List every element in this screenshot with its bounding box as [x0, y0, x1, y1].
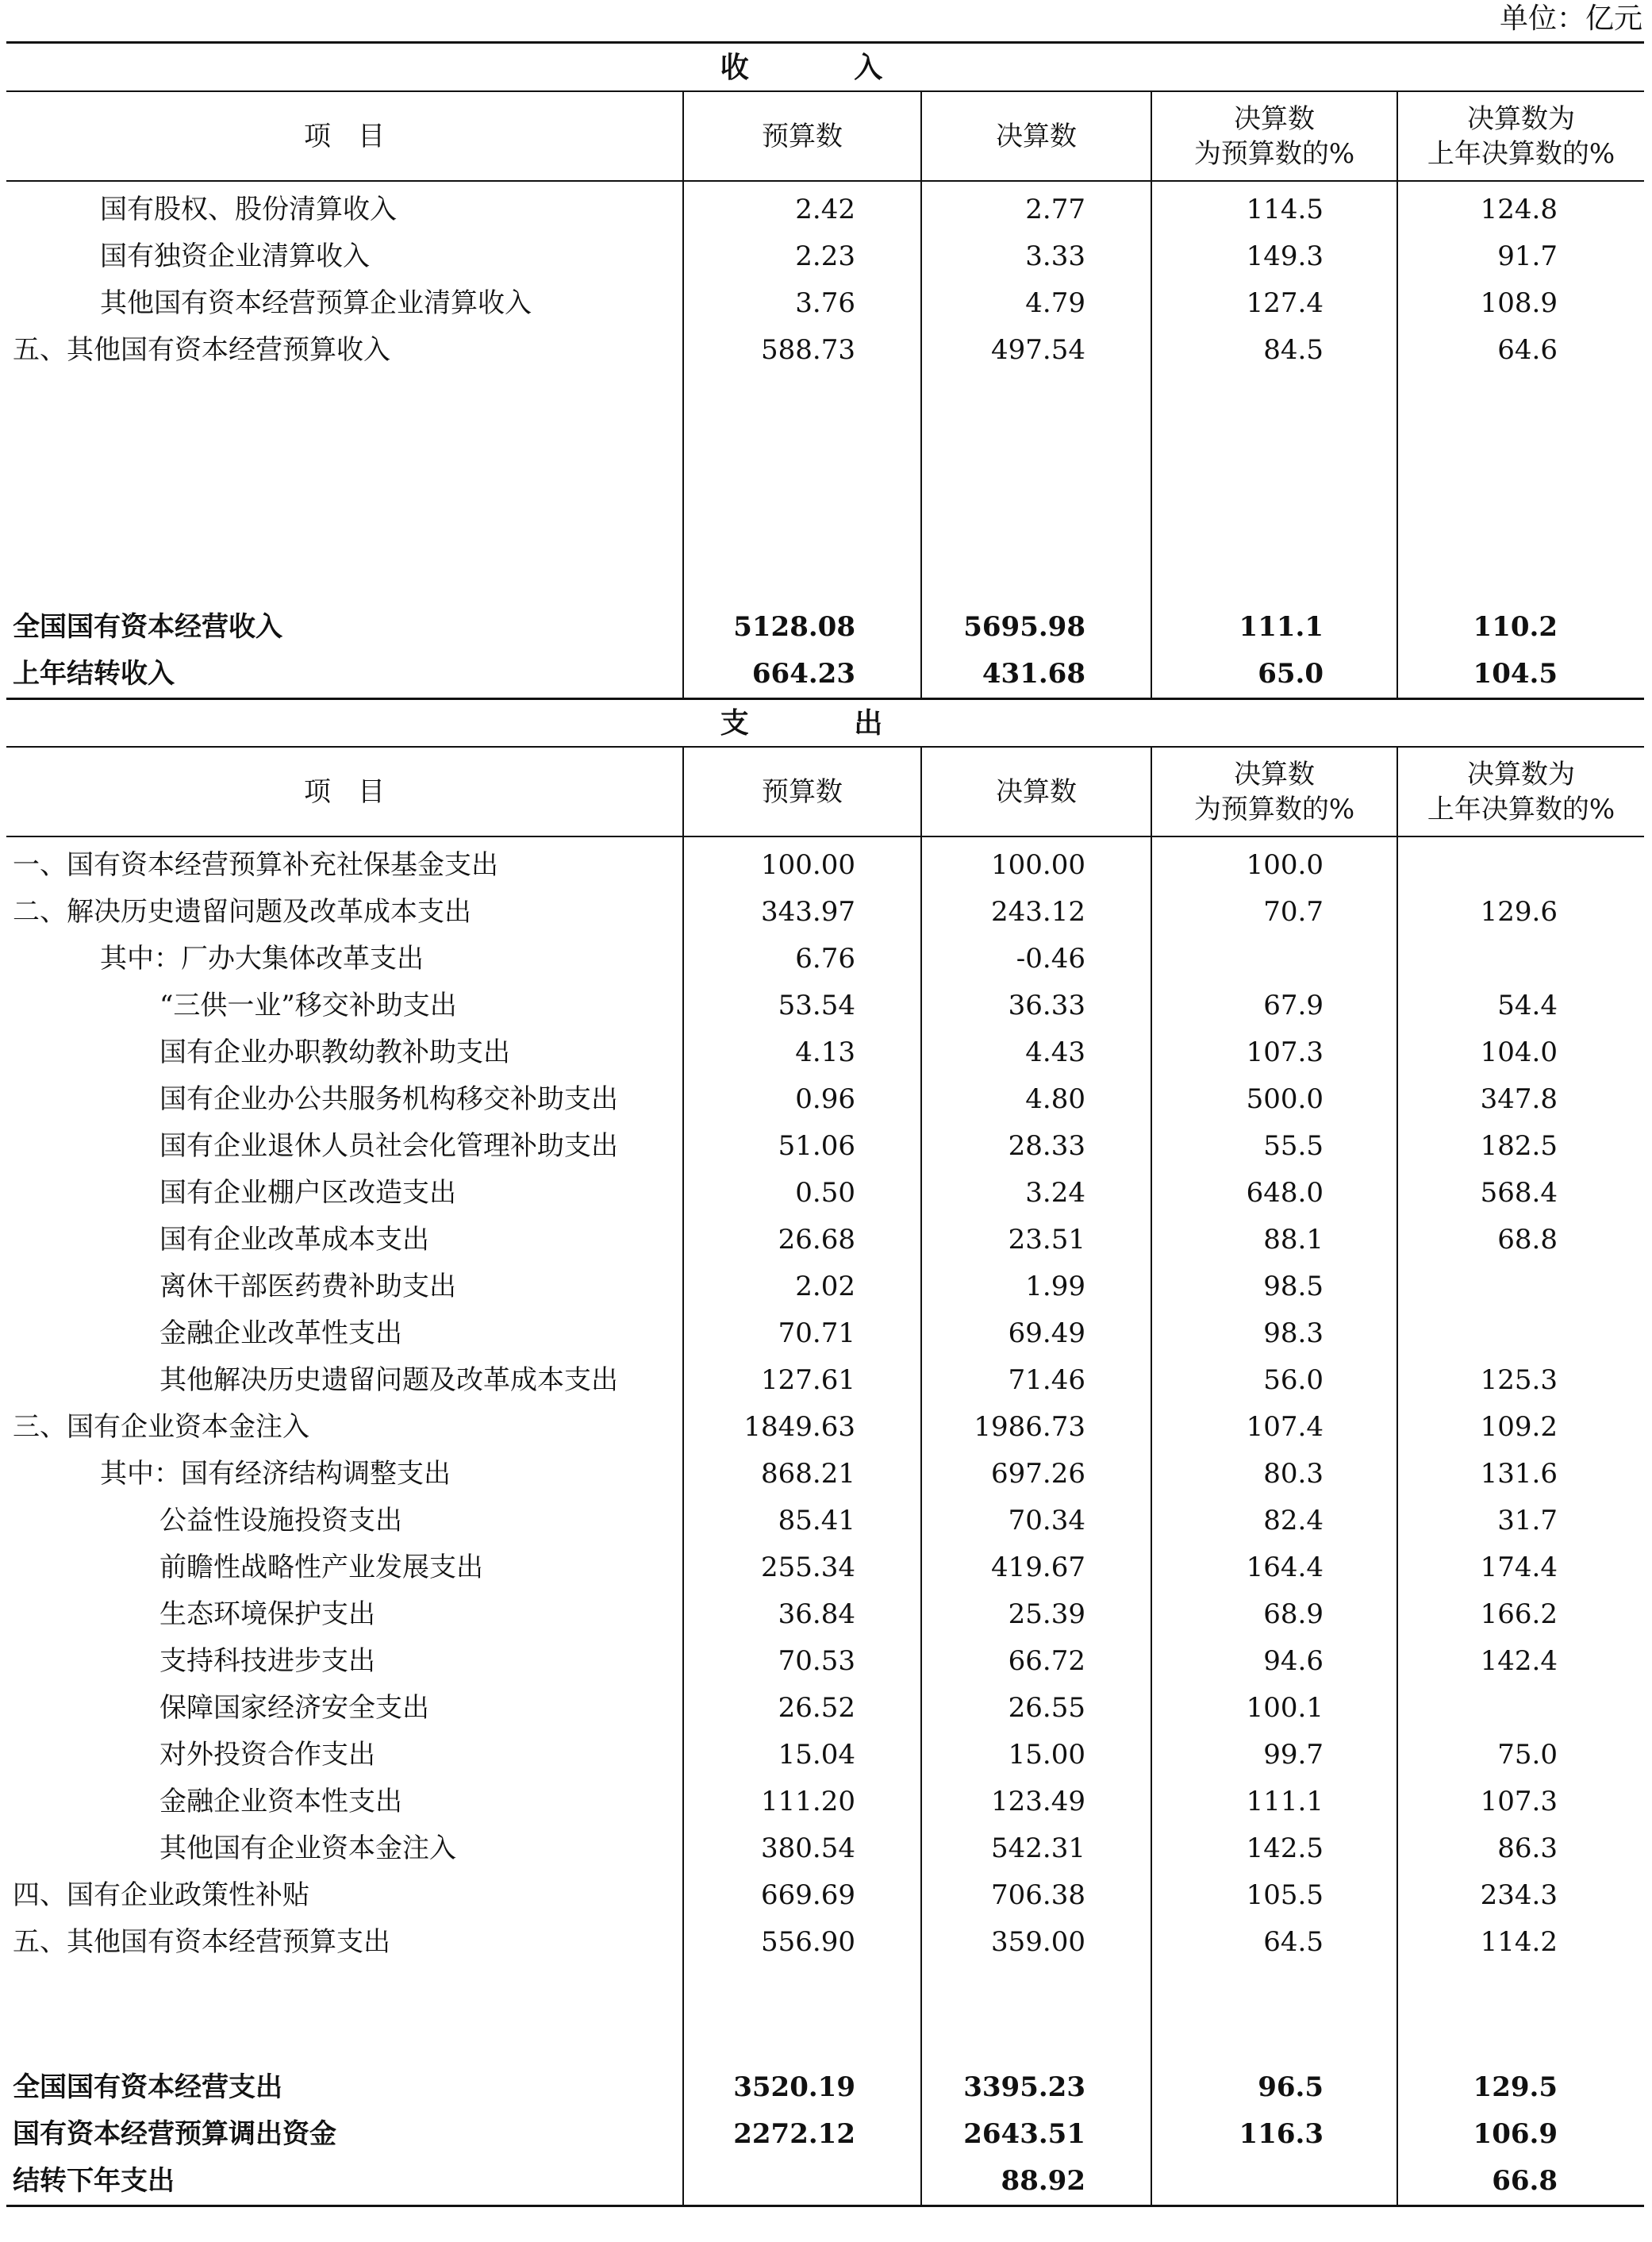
expense-table-row	[6, 1685, 1644, 1732]
expense-table-row	[6, 842, 1644, 889]
expense-row-label: 保障国家经济安全支出	[159, 1692, 429, 1724]
expense-row-value: 51.06	[778, 1130, 855, 1162]
expense-row-value: 107.3	[1480, 1786, 1558, 1817]
expense-table-row	[6, 1498, 1644, 1544]
expense-table-row	[6, 1310, 1644, 1357]
income-row-value: 4.79	[1025, 287, 1085, 319]
expense-row-value: 359.00	[991, 1926, 1085, 1958]
expense-total-value: 116.3	[1239, 2118, 1324, 2150]
expense-total-label: 全国国有资本经营支出	[13, 2071, 282, 2103]
expense-row-value: 100.00	[991, 849, 1085, 881]
expense-row-value: 234.3	[1480, 1879, 1558, 1911]
expense-row-value: 68.9	[1263, 1598, 1324, 1630]
expense-table-row	[6, 1638, 1644, 1685]
income-row-value: 3.76	[795, 287, 855, 319]
income-total-value: 664.23	[751, 658, 855, 690]
expense-row-value: 100.00	[761, 849, 855, 881]
expense-row-value: 0.50	[795, 1177, 855, 1209]
expense-header-text: 为预算数的%	[1193, 793, 1355, 825]
income-total-value: 110.2	[1473, 611, 1558, 643]
expense-row-value: 129.6	[1480, 896, 1558, 928]
expense-row-value	[1157, 936, 1324, 983]
expense-table-row	[6, 1029, 1644, 1076]
expense-row-value: 500.0	[1246, 1083, 1324, 1115]
income-row-value: 108.9	[1480, 287, 1558, 319]
expense-row-value: 26.68	[778, 1224, 855, 1256]
income-total-value: 104.5	[1473, 658, 1558, 690]
income-table-row	[6, 280, 1644, 327]
expense-row-value: 85.41	[778, 1505, 855, 1536]
expense-row-value	[1387, 1685, 1558, 1732]
unit-label: 单位：亿元	[1499, 2, 1642, 35]
expense-total-value: 3395.23	[963, 2071, 1085, 2103]
expense-header-row	[6, 746, 1644, 837]
expense-row-label: 国有企业棚户区改造支出	[159, 1177, 456, 1209]
expense-row-label: 国有企业退休人员社会化管理补助支出	[159, 1130, 618, 1162]
expense-row-label: 二、解决历史遗留问题及改革成本支出	[13, 896, 471, 928]
income-row-value: 84.5	[1263, 334, 1324, 366]
expense-row-value: 0.96	[795, 1083, 855, 1115]
expense-row-label: 其他解决历史遗留问题及改革成本支出	[159, 1364, 618, 1396]
income-table-row	[6, 233, 1644, 280]
expense-table-row	[6, 1779, 1644, 1825]
expense-table-row	[6, 889, 1644, 936]
income-row-value: 124.8	[1480, 194, 1558, 225]
expense-total-row	[6, 2064, 1644, 2111]
expense-table-row	[6, 1217, 1644, 1263]
expense-row-value: 25.39	[1008, 1598, 1085, 1630]
income-row-value: 114.5	[1246, 194, 1324, 225]
expense-header-text: 预算数	[762, 775, 843, 808]
expense-row-value: 343.97	[761, 896, 855, 928]
expense-row-value: 111.20	[761, 1786, 855, 1817]
income-row-value: 2.23	[795, 240, 855, 272]
expense-row-value: 88.1	[1263, 1224, 1324, 1256]
expense-total-value: 2272.12	[733, 2118, 855, 2150]
expense-bottom-rule	[6, 2205, 1644, 2207]
expense-table-row	[6, 1544, 1644, 1591]
income-row-label: 五、其他国有资本经营预算收入	[13, 334, 390, 366]
expense-row-value: 142.4	[1480, 1645, 1558, 1677]
expense-row-value: 28.33	[1008, 1130, 1085, 1162]
expense-row-value: 69.49	[1008, 1317, 1085, 1349]
expense-total-label: 国有资本经营预算调出资金	[13, 2118, 336, 2150]
income-row-value: 127.4	[1246, 287, 1324, 319]
expense-row-value: 568.4	[1480, 1177, 1558, 1209]
expense-row-value: 556.90	[761, 1926, 855, 1958]
expense-column-rule	[1151, 746, 1152, 2205]
income-row-value: 2.42	[795, 194, 855, 225]
expense-row-label: 四、国有企业政策性补贴	[13, 1879, 309, 1911]
expense-row-value: 98.3	[1263, 1317, 1324, 1349]
expense-row-value: 4.43	[1025, 1036, 1085, 1068]
income-row-value: 588.73	[761, 334, 855, 366]
expense-header-text: 项 目	[304, 775, 385, 808]
expense-row-value: 94.6	[1263, 1645, 1324, 1677]
expense-row-value: 86.3	[1497, 1832, 1558, 1864]
expense-row-value: 67.9	[1263, 990, 1324, 1021]
expense-row-value: 80.3	[1263, 1458, 1324, 1490]
expense-total-value	[1157, 2158, 1324, 2205]
income-total-value: 65.0	[1258, 658, 1324, 690]
expense-row-value: 243.12	[991, 896, 1085, 928]
expense-row-value: 114.2	[1480, 1926, 1558, 1958]
expense-row-label: 离休干部医药费补助支出	[159, 1271, 456, 1302]
expense-table-row	[6, 1919, 1644, 1966]
expense-row-value: 15.04	[778, 1739, 855, 1771]
income-table-row	[6, 327, 1644, 374]
expense-row-value: 70.71	[778, 1317, 855, 1349]
expense-total-value	[689, 2158, 855, 2205]
income-header-text: 预算数	[762, 120, 843, 152]
expense-row-value	[1387, 936, 1558, 983]
income-row-label: 其他国有资本经营预算企业清算收入	[100, 287, 532, 319]
expense-total-value: 2643.51	[963, 2118, 1085, 2150]
expense-header-cell	[1151, 748, 1397, 836]
expense-row-value: 55.5	[1263, 1130, 1324, 1162]
expense-row-label: 其中：厂办大集体改革支出	[100, 943, 424, 975]
expense-row-label: 金融企业资本性支出	[159, 1786, 402, 1817]
expense-table-row	[6, 1451, 1644, 1498]
expense-row-value: 56.0	[1263, 1364, 1324, 1396]
expense-row-value: 1.99	[1025, 1271, 1085, 1302]
expense-row-label: 支持科技进步支出	[159, 1645, 375, 1677]
expense-row-value: 64.5	[1263, 1926, 1324, 1958]
expense-row-value	[1387, 1310, 1558, 1357]
expense-row-value: 125.3	[1480, 1364, 1558, 1396]
income-total-value: 431.68	[982, 658, 1085, 690]
expense-row-value: 347.8	[1480, 1083, 1558, 1115]
expense-row-value: 82.4	[1263, 1505, 1324, 1536]
expense-total-row	[6, 2158, 1644, 2205]
expense-column-rule	[920, 746, 922, 2205]
expense-row-label: 其他国有企业资本金注入	[159, 1832, 456, 1864]
expense-row-value: 669.69	[761, 1879, 855, 1911]
expense-table-row	[6, 1732, 1644, 1779]
expense-total-value: 66.8	[1492, 2165, 1558, 2197]
expense-band-title: 支 出	[720, 706, 931, 740]
expense-total-value: 129.5	[1473, 2071, 1558, 2103]
expense-table-row	[6, 1872, 1644, 1919]
expense-row-value: 26.55	[1008, 1692, 1085, 1724]
expense-row-value: 107.4	[1246, 1411, 1324, 1443]
expense-row-value: 68.8	[1497, 1224, 1558, 1256]
expense-row-value: 131.6	[1480, 1458, 1558, 1490]
expense-header-text: 决算数为	[1467, 758, 1575, 790]
expense-row-value: 6.76	[795, 943, 855, 975]
expense-row-label: 前瞻性战略性产业发展支出	[159, 1552, 483, 1583]
expense-row-value: 648.0	[1246, 1177, 1324, 1209]
expense-row-value: 2.02	[795, 1271, 855, 1302]
expense-table-row	[6, 1123, 1644, 1170]
expense-total-row	[6, 2111, 1644, 2158]
expense-table-row	[6, 1263, 1644, 1310]
expense-row-value: 70.34	[1008, 1505, 1085, 1536]
expense-row-value: 23.51	[1008, 1224, 1085, 1256]
income-row-label: 国有股权、股份清算收入	[100, 194, 397, 225]
expense-header-text: 决算数	[996, 775, 1077, 808]
expense-row-label: 生态环境保护支出	[159, 1598, 375, 1630]
expense-row-label: 金融企业改革性支出	[159, 1317, 402, 1349]
expense-row-value: 109.2	[1480, 1411, 1558, 1443]
expense-row-value: 70.7	[1263, 896, 1324, 928]
expense-row-value: 419.67	[991, 1552, 1085, 1583]
expense-row-value: 104.0	[1480, 1036, 1558, 1068]
expense-row-value: 26.52	[778, 1692, 855, 1724]
income-header-text: 决算数	[996, 120, 1077, 152]
expense-row-value: 3.24	[1025, 1177, 1085, 1209]
expense-row-value: 142.5	[1246, 1832, 1324, 1864]
expense-row-value: 107.3	[1246, 1036, 1324, 1068]
income-total-row	[6, 651, 1644, 698]
income-total-label: 上年结转收入	[13, 658, 175, 690]
expense-row-value: 255.34	[761, 1552, 855, 1583]
expense-row-value: 36.33	[1008, 990, 1085, 1021]
income-column-rule	[920, 90, 922, 698]
income-header-cell	[920, 92, 1151, 180]
expense-row-value: 70.53	[778, 1645, 855, 1677]
expense-row-value	[1387, 842, 1558, 889]
income-total-row	[6, 604, 1644, 651]
expense-table-row	[6, 983, 1644, 1029]
expense-row-label: 国有企业改革成本支出	[159, 1224, 429, 1256]
expense-row-value: 1849.63	[743, 1411, 855, 1443]
income-row-value: 149.3	[1246, 240, 1324, 272]
income-total-value: 5695.98	[963, 611, 1085, 643]
expense-row-value	[1387, 1263, 1558, 1310]
expense-header-cell	[1397, 748, 1644, 836]
income-column-rule	[682, 90, 684, 698]
income-row-value: 497.54	[991, 334, 1085, 366]
expense-total-value: 106.9	[1473, 2118, 1558, 2150]
income-table-row	[6, 187, 1644, 233]
expense-row-value: 66.72	[1008, 1645, 1085, 1677]
expense-row-value: 1986.73	[974, 1411, 1085, 1443]
expense-total-value: 88.92	[1001, 2165, 1085, 2197]
expense-row-value: 54.4	[1497, 990, 1558, 1021]
top-rule	[6, 41, 1644, 44]
expense-row-value: 36.84	[778, 1598, 855, 1630]
income-header-cell	[1151, 92, 1397, 180]
expense-table-row	[6, 936, 1644, 983]
expense-row-value: 123.49	[991, 1786, 1085, 1817]
expense-row-value: 182.5	[1480, 1130, 1558, 1162]
expense-row-label: 国有企业办职教幼教补助支出	[159, 1036, 510, 1068]
expense-header-cell	[920, 748, 1151, 836]
income-row-value: 91.7	[1497, 240, 1558, 272]
expense-row-label: 五、其他国有资本经营预算支出	[13, 1926, 390, 1958]
expense-row-label: 三、国有企业资本金注入	[13, 1411, 309, 1443]
expense-row-value: 542.31	[991, 1832, 1085, 1864]
expense-row-value: 380.54	[761, 1832, 855, 1864]
expense-column-rule	[1397, 746, 1398, 2205]
expense-row-label: 其中：国有经济结构调整支出	[100, 1458, 451, 1490]
income-header-text: 项 目	[304, 120, 385, 152]
income-total-value: 5128.08	[733, 611, 855, 643]
expense-row-value: 105.5	[1246, 1879, 1324, 1911]
income-row-label: 国有独资企业清算收入	[100, 240, 370, 272]
expense-row-value: 15.00	[1008, 1739, 1085, 1771]
income-band-title: 收 入	[720, 51, 931, 84]
income-header-text: 为预算数的%	[1193, 137, 1355, 170]
income-header-cell	[6, 92, 682, 180]
expense-header-text: 决算数	[1234, 758, 1315, 790]
expense-row-value: 697.26	[991, 1458, 1085, 1490]
income-header-row	[6, 90, 1644, 182]
expense-row-label: 一、国有资本经营预算补充社保基金支出	[13, 849, 498, 881]
expense-row-value: -0.46	[1016, 943, 1085, 975]
expense-row-value: 111.1	[1246, 1786, 1324, 1817]
income-header-text: 上年决算数的%	[1427, 137, 1616, 170]
expense-row-value: 164.4	[1246, 1552, 1324, 1583]
income-header-cell	[682, 92, 920, 180]
expense-row-value: 53.54	[778, 990, 855, 1021]
expense-header-cell	[682, 748, 920, 836]
expense-table-row	[6, 1357, 1644, 1404]
expense-row-value: 706.38	[991, 1879, 1085, 1911]
expense-column-rule	[682, 746, 684, 2205]
expense-row-value: 31.7	[1497, 1505, 1558, 1536]
expense-table-row	[6, 1170, 1644, 1217]
income-total-label: 全国国有资本经营收入	[13, 611, 282, 643]
expense-row-value: 98.5	[1263, 1271, 1324, 1302]
expense-total-value: 3520.19	[733, 2071, 855, 2103]
expense-row-value: 127.61	[761, 1364, 855, 1396]
expense-table-row	[6, 1076, 1644, 1123]
expense-row-value: 100.0	[1246, 849, 1324, 881]
expense-row-value: 174.4	[1480, 1552, 1558, 1583]
expense-row-value: 4.80	[1025, 1083, 1085, 1115]
expense-table-row	[6, 1404, 1644, 1451]
income-header-cell	[1397, 92, 1644, 180]
expense-total-value: 96.5	[1258, 2071, 1324, 2103]
expense-row-value: 166.2	[1480, 1598, 1558, 1630]
expense-row-value: 868.21	[761, 1458, 855, 1490]
expense-row-value: 4.13	[795, 1036, 855, 1068]
expense-row-value: 71.46	[1008, 1364, 1085, 1396]
income-column-rule	[1151, 90, 1152, 698]
income-column-rule	[1397, 90, 1398, 698]
expense-header-text: 上年决算数的%	[1427, 793, 1616, 825]
expense-row-label: 国有企业办公共服务机构移交补助支出	[159, 1083, 618, 1115]
expense-table-row	[6, 1591, 1644, 1638]
income-row-value: 2.77	[1025, 194, 1085, 225]
expense-total-label: 结转下年支出	[13, 2165, 175, 2197]
income-header-text: 决算数	[1234, 102, 1315, 135]
expense-table-row	[6, 1825, 1644, 1872]
expense-row-label: “三供一业”移交补助支出	[159, 990, 457, 1021]
expense-row-label: 对外投资合作支出	[159, 1739, 375, 1771]
income-row-value: 3.33	[1025, 240, 1085, 272]
expense-row-value: 100.1	[1246, 1692, 1324, 1724]
income-row-value: 64.6	[1497, 334, 1558, 366]
income-header-text: 决算数为	[1467, 102, 1575, 135]
expense-row-value: 75.0	[1497, 1739, 1558, 1771]
expense-row-value: 99.7	[1263, 1739, 1324, 1771]
income-total-value: 111.1	[1239, 611, 1324, 643]
expense-header-cell	[6, 748, 682, 836]
expense-row-label: 公益性设施投资支出	[159, 1505, 402, 1536]
